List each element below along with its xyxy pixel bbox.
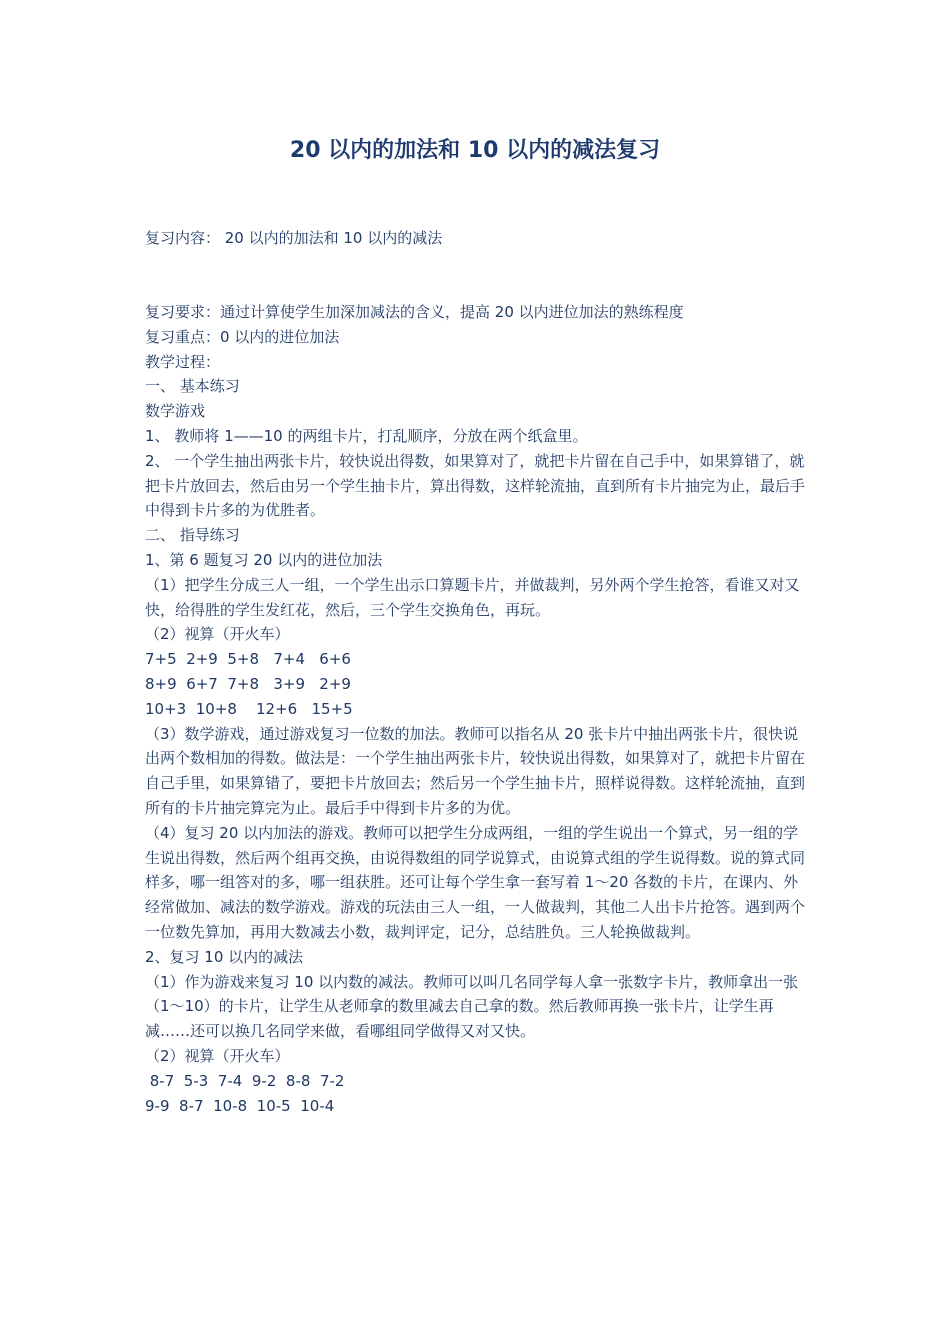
list-item: 2、 一个学生抽出两张卡片，较快说出得数，如果算对了，就把卡片留在自己手中，如果算错了，就把卡片放回去，然后由另一个学生抽卡片，算出得数，这样轮流抽，直到所有卡片抽完为止，最后手中得到卡片多的为优胜者。 (145, 451, 806, 520)
review-content-line: 复习内容： 20 以内的加法和 10 以内的减法 (145, 229, 443, 247)
document-title: 20 以内的加法和 10 以内的减法复习 (289, 138, 661, 163)
section-heading-guided-practice: 二、 指导练习 (145, 526, 240, 545)
list-item: （2）视算（开火车） (145, 1046, 290, 1065)
list-item: （1）作为游戏来复习 10 以内数的减法。教师可以叫几名同学每人拿一张数字卡片，教师拿出一张（1～10）的卡片，让学生从老师拿的数里减去自己拿的数。然后教师再换一张卡片，让学生再减……还可以换几名同学来做，看哪组同学做得又对又快。 (145, 972, 799, 1041)
document-body (145, 300, 813, 1118)
list-item: （3）数学游戏，通过游戏复习一位数的加法。教师可以指名从 20 张卡片中抽出两张卡片，很快说出两个数相加的得数。做法是：一个学生抽出两张卡片，较快说出得数，如果算对了，就把卡片留在自己手里，如果算错了，要把卡片放回去；然后另一个学生抽卡片，照样说得数。这样轮流抽，直到所有的卡片抽完算完为止。最后手中得到卡片多的为优。 (145, 724, 806, 817)
list-item: （2）视算（开火车） (145, 625, 290, 644)
section-heading-basic-practice: 一、 基本练习 (145, 377, 240, 396)
review-focus: 复习重点：0 以内的进位加法 (145, 327, 340, 346)
subsection-heading-subtraction: 2、复习 10 以内的减法 (145, 947, 304, 966)
list-item: （4）复习 20 以内加法的游戏。教师可以把学生分成两组，一组的学生说出一个算式，另一组的学生说出得数，然后两个组再交换，由说得数组的同学说算式，由说算式组的学生说得数。说的算式同样多，哪一组答对的多，哪一组获胜。还可让每个学生拿一套写着 1～20 各数的卡片，在课内、外经常做加、减法的数学游戏。游戏的玩法由三人一组，一人做裁判，其他二人出卡片抢答。遇到两个一位数先算加，再用大数减去小数，裁判评定，记分，总结胜负。三人轮换做裁判。 (145, 823, 806, 941)
equation-row: 9-9 8-7 10-8 10-5 10-4 (145, 1096, 335, 1115)
list-item: 1、 教师将 1——10 的两组卡片，打乱顺序，分放在两个纸盒里。 (145, 426, 588, 445)
equation-row: 8-7 5-3 7-4 9-2 8-8 7-2 (145, 1071, 345, 1090)
equation-row: 10+3 10+8 12+6 15+5 (145, 699, 353, 718)
equation-row: 7+5 2+9 5+8 7+4 6+6 (145, 650, 351, 669)
review-requirements: 复习要求：通过计算使学生加深加减法的含义，提高 20 以内进位加法的熟练程度 (145, 303, 684, 321)
subsection-heading-addition: 1、第 6 题复习 20 以内的进位加法 (145, 550, 383, 569)
list-item: （1）把学生分成三人一组，一个学生出示口算题卡片，并做裁判，另外两个学生抢答，看谁又对又快，给得胜的学生发红花，然后，三个学生交换角色，再玩。 (145, 575, 800, 619)
math-game-heading: 数学游戏 (145, 402, 206, 421)
teaching-process-heading: 教学过程： (145, 352, 221, 371)
equation-row: 8+9 6+7 7+8 3+9 2+9 (145, 674, 351, 693)
